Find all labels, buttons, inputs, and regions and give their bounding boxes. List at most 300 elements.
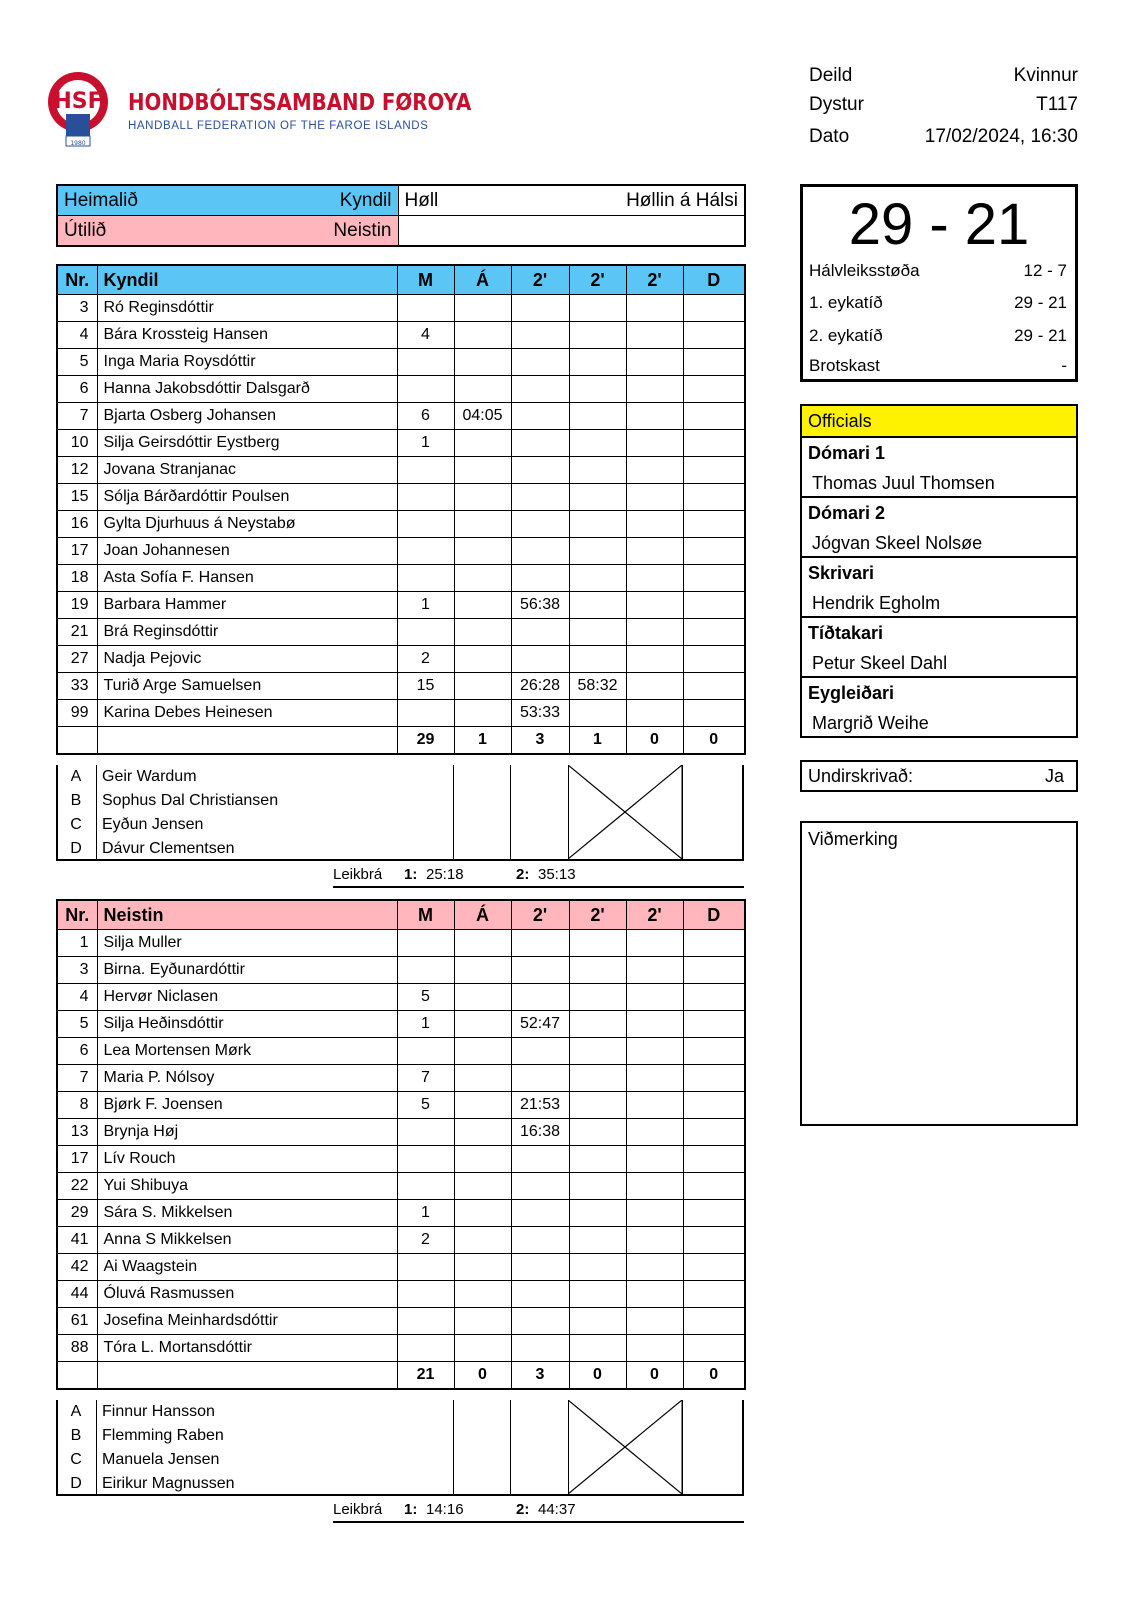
player-name: Sólja Bárðardóttir Poulsen	[97, 484, 397, 511]
stat-a	[454, 1146, 511, 1173]
stat-t3	[626, 957, 683, 984]
stat-t1	[511, 646, 569, 673]
player-row	[57, 376, 745, 403]
stat-a	[454, 295, 511, 322]
col-nr: Nr.	[57, 900, 97, 930]
stat-a	[454, 673, 511, 700]
stat-a	[454, 957, 511, 984]
stat-t3	[626, 511, 683, 538]
grid-line	[510, 1400, 511, 1494]
stat-t3	[626, 349, 683, 376]
team-official-name: Flemming Raben	[102, 1427, 224, 1444]
stat-d	[683, 295, 745, 322]
player-row	[57, 538, 745, 565]
meta-date	[809, 126, 1078, 148]
player-number: 6	[57, 1038, 97, 1065]
player-name: Gylta Djurhuus á Neystabø	[97, 511, 397, 538]
stat-a	[454, 430, 511, 457]
player-row	[57, 957, 745, 984]
stat-t1	[511, 295, 569, 322]
player-row	[57, 1281, 745, 1308]
player-number: 17	[57, 1146, 97, 1173]
timeout-2-label: 2:	[516, 866, 530, 883]
score-value: 12 - 7	[1023, 261, 1067, 280]
stat-a	[454, 1011, 511, 1038]
stat-t1	[511, 1308, 569, 1335]
stat-t3	[626, 1227, 683, 1254]
team-official-name: Eirikur Magnussen	[102, 1475, 235, 1492]
player-name: Anna S Mikkelsen	[97, 1227, 397, 1254]
extra-time-1-row	[809, 293, 1067, 313]
stat-t1	[511, 1065, 569, 1092]
official-role: Skrivari	[808, 563, 875, 583]
stat-t1	[511, 1038, 569, 1065]
stat-m: 5	[397, 1092, 454, 1119]
stat-t2	[569, 538, 626, 565]
player-row	[57, 592, 745, 619]
col-disqualification: D	[683, 900, 745, 930]
halftime-row	[809, 261, 1067, 281]
player-number: 33	[57, 673, 97, 700]
stat-a	[454, 700, 511, 727]
home-timeouts	[333, 864, 744, 888]
federation-name: HONDBÓLTSSAMBAND FØROYA	[128, 90, 472, 116]
stat-d	[683, 565, 745, 592]
stat-a	[454, 930, 511, 957]
official-code: D	[70, 840, 82, 857]
stat-t3	[626, 538, 683, 565]
stat-d	[683, 1092, 745, 1119]
stat-a	[454, 1038, 511, 1065]
stat-t1	[511, 1200, 569, 1227]
venue: Høllin á Hálsi	[626, 189, 738, 211]
away-team-name: Neistin	[97, 900, 397, 930]
total-t2: 1	[569, 727, 626, 755]
official-name: Hendrik Egholm	[812, 593, 941, 613]
official-name: Margrið Weihe	[812, 713, 929, 733]
total-a: 1	[454, 727, 511, 755]
stat-t2	[569, 1011, 626, 1038]
grid-line	[510, 765, 511, 859]
player-name: Hanna Jakobsdóttir Dalsgarð	[97, 376, 397, 403]
empty-cell	[57, 1362, 97, 1390]
stat-m: 1	[397, 1200, 454, 1227]
score-value: 29 - 21	[1014, 326, 1067, 345]
player-row	[57, 1254, 745, 1281]
stat-t1	[511, 565, 569, 592]
stat-a	[454, 1065, 511, 1092]
stat-t1	[511, 376, 569, 403]
stat-t1	[511, 930, 569, 957]
player-row	[57, 1038, 745, 1065]
home-roster-table	[56, 264, 746, 755]
player-row	[57, 1335, 745, 1362]
player-number: 13	[57, 1119, 97, 1146]
score-label: Hálvleiksstøða	[809, 261, 920, 280]
stat-t3	[626, 673, 683, 700]
signed-value: Ja	[1044, 765, 1064, 786]
official-name: Petur Skeel Dahl	[812, 653, 948, 673]
stat-t1	[511, 349, 569, 376]
stat-t2	[569, 1335, 626, 1362]
stat-d	[683, 592, 745, 619]
stat-d	[683, 376, 745, 403]
player-number: 99	[57, 700, 97, 727]
referee-2	[802, 498, 1076, 558]
stat-d	[683, 1173, 745, 1200]
total-m: 29	[397, 727, 454, 755]
player-name: Tóra L. Mortansdóttir	[97, 1335, 397, 1362]
player-name: Lea Mortensen Mørk	[97, 1038, 397, 1065]
total-m: 21	[397, 1362, 454, 1390]
team-official-name: Dávur Clementsen	[102, 840, 235, 857]
stat-t2	[569, 322, 626, 349]
player-number: 5	[57, 349, 97, 376]
official-code: A	[70, 768, 82, 785]
stat-t2	[569, 565, 626, 592]
stat-t3	[626, 1065, 683, 1092]
away-team: Neistin	[333, 219, 392, 241]
player-number: 16	[57, 511, 97, 538]
stat-m	[397, 957, 454, 984]
stat-t2	[569, 984, 626, 1011]
stat-t2	[569, 1200, 626, 1227]
player-name: Bjarta Osberg Johansen	[97, 403, 397, 430]
stat-m	[397, 376, 454, 403]
stat-t3	[626, 403, 683, 430]
col-warning: Á	[454, 265, 511, 295]
remarks-label: Viðmerking	[808, 829, 898, 849]
stat-t2	[569, 1227, 626, 1254]
player-row	[57, 511, 745, 538]
timeout-2-value: 35:13	[538, 866, 576, 883]
away-roster-header	[57, 900, 745, 930]
player-row	[57, 1146, 745, 1173]
stat-m: 4	[397, 322, 454, 349]
federation-logo	[44, 66, 472, 150]
player-name: Silja Geirsdóttir Eystberg	[97, 430, 397, 457]
stat-t3	[626, 295, 683, 322]
stat-d	[683, 984, 745, 1011]
stat-t3	[626, 1308, 683, 1335]
grid-line	[682, 765, 683, 859]
stat-t2	[569, 1173, 626, 1200]
player-row	[57, 673, 745, 700]
player-name: Óluvá Rasmussen	[97, 1281, 397, 1308]
col-goals: M	[397, 265, 454, 295]
player-number: 41	[57, 1227, 97, 1254]
stat-a	[454, 1281, 511, 1308]
stat-t3	[626, 984, 683, 1011]
player-number: 10	[57, 430, 97, 457]
stat-d	[683, 1254, 745, 1281]
stat-t3	[626, 1092, 683, 1119]
stat-a	[454, 1254, 511, 1281]
stat-t3	[626, 1119, 683, 1146]
total-d: 0	[683, 1362, 745, 1390]
player-number: 21	[57, 619, 97, 646]
stat-a	[454, 1227, 511, 1254]
official-role: Dómari 1	[808, 443, 886, 463]
player-number: 5	[57, 1011, 97, 1038]
stat-t2	[569, 457, 626, 484]
stat-t3	[626, 930, 683, 957]
stat-a	[454, 984, 511, 1011]
official-name: Thomas Juul Thomsen	[812, 473, 995, 493]
stat-m: 2	[397, 646, 454, 673]
col-suspension-3: 2'	[626, 265, 683, 295]
stat-m	[397, 1308, 454, 1335]
stat-t3	[626, 646, 683, 673]
player-number: 15	[57, 484, 97, 511]
timeouts-label: Leikbrá	[333, 866, 383, 883]
stat-t2	[569, 403, 626, 430]
grid-line	[453, 765, 454, 859]
player-row	[57, 484, 745, 511]
stat-t2	[569, 511, 626, 538]
stat-t2	[569, 646, 626, 673]
player-row	[57, 430, 745, 457]
player-name: Ró Reginsdóttir	[97, 295, 397, 322]
stat-t2	[569, 619, 626, 646]
stat-t2	[569, 1119, 626, 1146]
stat-t3	[626, 1038, 683, 1065]
stat-t1	[511, 1173, 569, 1200]
col-warning: Á	[454, 900, 511, 930]
away-team-cell	[57, 216, 398, 247]
stat-t2	[569, 1281, 626, 1308]
score-label: 1. eykatíð	[809, 293, 883, 312]
stat-m	[397, 1146, 454, 1173]
meta-division	[809, 65, 1078, 87]
player-number: 18	[57, 565, 97, 592]
stat-t3	[626, 565, 683, 592]
player-number: 1	[57, 930, 97, 957]
official-code: D	[70, 1475, 82, 1492]
stat-t2	[569, 295, 626, 322]
delegate	[802, 678, 1076, 736]
stat-m	[397, 1281, 454, 1308]
player-row	[57, 295, 745, 322]
stat-a	[454, 565, 511, 592]
player-row	[57, 1173, 745, 1200]
stat-d	[683, 673, 745, 700]
col-disqualification: D	[683, 265, 745, 295]
stat-a	[454, 376, 511, 403]
grid-line	[96, 1400, 97, 1494]
player-name: Bára Krossteig Hansen	[97, 322, 397, 349]
stat-t3	[626, 1146, 683, 1173]
stat-t1: 53:33	[511, 700, 569, 727]
match-header-table	[56, 184, 746, 247]
home-roster-header	[57, 265, 745, 295]
referee-1	[802, 438, 1076, 498]
stat-m	[397, 565, 454, 592]
official-code: B	[70, 792, 82, 809]
player-row	[57, 1227, 745, 1254]
stat-d	[683, 430, 745, 457]
player-number: 22	[57, 1173, 97, 1200]
player-number: 7	[57, 403, 97, 430]
stat-a	[454, 1200, 511, 1227]
totals-row	[57, 1362, 745, 1390]
stat-m	[397, 484, 454, 511]
stat-m: 7	[397, 1065, 454, 1092]
stat-t2	[569, 1038, 626, 1065]
stat-m	[397, 511, 454, 538]
player-number: 44	[57, 1281, 97, 1308]
player-name: Barbara Hammer	[97, 592, 397, 619]
col-nr: Nr.	[57, 265, 97, 295]
stat-t2	[569, 1092, 626, 1119]
player-number: 3	[57, 957, 97, 984]
timeout-1-value: 14:16	[426, 1501, 464, 1518]
player-name: Asta Sofía F. Hansen	[97, 565, 397, 592]
player-name: Yui Shibuya	[97, 1173, 397, 1200]
timeouts-label: Leikbrá	[333, 1501, 383, 1518]
stat-m	[397, 1038, 454, 1065]
player-name: Josefina Meinhardsdóttir	[97, 1308, 397, 1335]
player-number: 42	[57, 1254, 97, 1281]
empty-cell	[57, 727, 97, 755]
stat-t3	[626, 484, 683, 511]
stat-m	[397, 1119, 454, 1146]
stat-m: 6	[397, 403, 454, 430]
player-name: Ai Waagstein	[97, 1254, 397, 1281]
player-number: 4	[57, 984, 97, 1011]
official-role: Eygleiðari	[808, 683, 895, 703]
total-t1: 3	[511, 1362, 569, 1390]
player-row	[57, 619, 745, 646]
stat-d	[683, 930, 745, 957]
player-row	[57, 700, 745, 727]
timeout-1-label: 1:	[404, 866, 418, 883]
stat-a	[454, 592, 511, 619]
logo-year: 1980	[70, 140, 86, 147]
team-official-name: Eyðun Jensen	[102, 816, 204, 833]
stat-t3	[626, 619, 683, 646]
player-number: 19	[57, 592, 97, 619]
venue-label: Høll	[404, 189, 439, 211]
official-role: Dómari 2	[808, 503, 886, 523]
grid-line	[453, 1400, 454, 1494]
stat-d	[683, 1308, 745, 1335]
player-number: 17	[57, 538, 97, 565]
stat-t3	[626, 457, 683, 484]
stat-a	[454, 322, 511, 349]
stat-a	[454, 511, 511, 538]
stat-t3	[626, 1335, 683, 1362]
player-row	[57, 457, 745, 484]
stat-m: 5	[397, 984, 454, 1011]
player-row	[57, 984, 745, 1011]
stat-t3	[626, 1281, 683, 1308]
official-code: B	[70, 1427, 82, 1444]
stat-t1	[511, 538, 569, 565]
player-name: Lív Rouch	[97, 1146, 397, 1173]
meta-match-number	[809, 94, 1078, 116]
empty-cell	[97, 1362, 397, 1390]
stat-t1: 21:53	[511, 1092, 569, 1119]
stat-m	[397, 1173, 454, 1200]
score-label: Brotskast	[809, 356, 880, 375]
stat-a	[454, 1119, 511, 1146]
stat-a	[454, 538, 511, 565]
stat-d	[683, 322, 745, 349]
stat-m: 1	[397, 430, 454, 457]
federation-subtitle: HANDBALL FEDERATION OF THE FAROE ISLANDS	[128, 120, 429, 132]
player-row	[57, 1200, 745, 1227]
stat-t2	[569, 484, 626, 511]
score-box	[800, 184, 1078, 382]
team-official-name: Manuela Jensen	[102, 1451, 220, 1468]
score-label: 2. eykatíð	[809, 326, 883, 345]
stat-m	[397, 457, 454, 484]
official-code: A	[70, 1403, 82, 1420]
player-name: Maria P. Nólsoy	[97, 1065, 397, 1092]
home-label: Heimalið	[64, 189, 138, 211]
stat-d	[683, 1065, 745, 1092]
away-team-officials	[56, 1400, 744, 1496]
stat-t1	[511, 1146, 569, 1173]
official-role: Tíðtakari	[808, 623, 884, 643]
player-name: Inga Maria Roysdóttir	[97, 349, 397, 376]
player-name: Turið Arge Samuelsen	[97, 673, 397, 700]
timeout-1-value: 25:18	[426, 866, 464, 883]
scorekeeper	[802, 558, 1076, 618]
stat-m: 2	[397, 1227, 454, 1254]
stat-a	[454, 1335, 511, 1362]
player-row	[57, 1119, 745, 1146]
stat-m	[397, 538, 454, 565]
player-name: Birna. Eyðunardóttir	[97, 957, 397, 984]
stat-d	[683, 538, 745, 565]
stat-t3	[626, 700, 683, 727]
penalty-throws-row	[809, 356, 1067, 376]
stat-m	[397, 349, 454, 376]
player-name: Karina Debes Heinesen	[97, 700, 397, 727]
stat-a	[454, 1308, 511, 1335]
stat-t1	[511, 619, 569, 646]
player-row	[57, 403, 745, 430]
player-row	[57, 930, 745, 957]
score-value: 29 - 21	[1014, 293, 1067, 312]
player-name: Brynja Høj	[97, 1119, 397, 1146]
team-official-name: Sophus Dal Christiansen	[102, 792, 279, 809]
meta-value: 17/02/2024, 16:30	[924, 126, 1078, 147]
stat-t2	[569, 349, 626, 376]
player-number: 12	[57, 457, 97, 484]
stat-d	[683, 1200, 745, 1227]
crossed-box	[568, 1400, 682, 1494]
col-suspension-2: 2'	[569, 900, 626, 930]
stat-t1	[511, 1254, 569, 1281]
stat-m	[397, 930, 454, 957]
col-suspension-1: 2'	[511, 900, 569, 930]
stat-d	[683, 1227, 745, 1254]
player-row	[57, 1308, 745, 1335]
player-name: Silja Muller	[97, 930, 397, 957]
stat-d	[683, 646, 745, 673]
signed-row	[800, 760, 1078, 792]
official-name: Jógvan Skeel Nolsøe	[812, 533, 983, 553]
total-t1: 3	[511, 727, 569, 755]
official-code: C	[70, 816, 82, 833]
player-number: 6	[57, 376, 97, 403]
player-row	[57, 1065, 745, 1092]
stat-t1	[511, 1227, 569, 1254]
stat-d	[683, 457, 745, 484]
